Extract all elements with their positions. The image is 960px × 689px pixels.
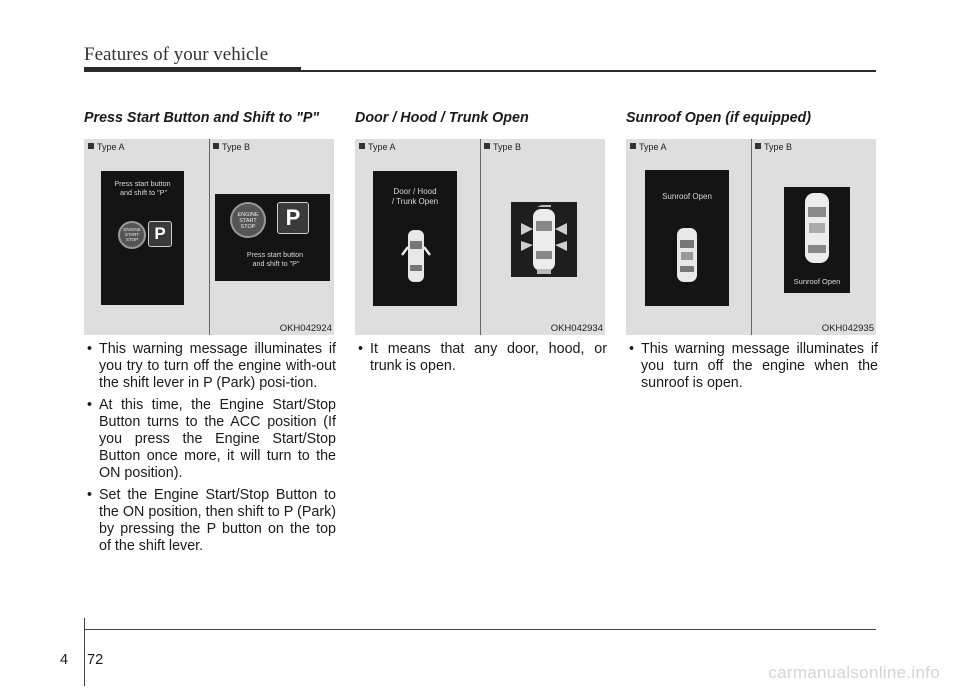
car-sunroof-icon (673, 226, 701, 284)
square-bullet-icon (88, 143, 94, 149)
screen-message: Sunroof Open (793, 277, 841, 286)
bullet-list-start-button (84, 341, 336, 560)
section-start-button (84, 110, 337, 132)
square-bullet-icon (755, 143, 761, 149)
type-b-label: Type B (213, 142, 250, 152)
square-bullet-icon (213, 143, 219, 149)
list-item: • Set the Engine Start/Stop Button to the ON position, then shift to P (Park) by pressing the P button on the top of the shift lever. (84, 487, 336, 555)
section-sunroof-open (626, 110, 879, 132)
section-title: Sunroof Open (if equipped) (626, 110, 812, 126)
page-number: 72 (87, 652, 104, 668)
page-header-title: Features of your vehicle (84, 44, 269, 65)
figure-divider (480, 139, 481, 335)
park-p-icon: P (277, 202, 309, 234)
type-b-label: Type B (755, 142, 792, 152)
type-a-label: Type A (359, 142, 396, 152)
type-b-label: Type B (484, 142, 521, 152)
figure-code: OKH042924 (279, 323, 332, 334)
car-doors-open-icon (401, 227, 431, 285)
list-item: • This warning message illuminates if you turn off the engine when the sunroof is open. (626, 341, 878, 392)
list-item: • This warning message illuminates if you try to turn off the engine with-out the shift lever in P (Park) posi-tion. (84, 341, 336, 392)
list-item: • At this time, the Engine Start/Stop Button turns to the ACC position (If you press the Engine Start/Stop Button once more, it will turn to the ON position). (84, 397, 336, 482)
park-p-icon: P (148, 221, 172, 247)
car-doors-open-icon (515, 205, 573, 275)
figure-door-open (355, 139, 605, 335)
cluster-screen-type-a (645, 170, 729, 306)
cluster-screen-type-b (511, 202, 577, 277)
footer-rule (84, 629, 876, 630)
engine-start-stop-icon: ENGINE START STOP (230, 202, 266, 238)
footer-divider (84, 618, 85, 686)
cluster-screen-type-b (784, 187, 850, 293)
screen-message: Door / Hood / Trunk Open (391, 187, 439, 206)
section-title: Press Start Button and Shift to "P" (84, 110, 320, 126)
figure-code: OKH042935 (821, 323, 874, 334)
type-a-label: Type A (88, 142, 125, 152)
engine-start-stop-icon: ENGINE START STOP (118, 221, 146, 249)
figure-divider (209, 139, 210, 335)
screen-message: Press start button and shift to "P" (246, 250, 304, 268)
figure-sunroof-open (626, 139, 876, 335)
list-item: • It means that any door, hood, or trunk is open. (355, 341, 607, 375)
square-bullet-icon (484, 143, 490, 149)
square-bullet-icon (359, 143, 365, 149)
chapter-number: 4 (60, 652, 69, 668)
section-title: Door / Hood / Trunk Open (355, 110, 529, 126)
header-rule (84, 70, 876, 72)
cluster-screen-type-b (215, 194, 330, 281)
car-sunroof-icon (801, 191, 833, 265)
cluster-screen-type-a (373, 171, 457, 306)
watermark: carmanualsonline.info (768, 663, 940, 682)
screen-message: Sunroof Open (662, 192, 712, 201)
figure-code: OKH042934 (550, 323, 603, 334)
type-a-label: Type A (630, 142, 667, 152)
bullet-list-door-open (355, 341, 607, 380)
figure-start-button (84, 139, 334, 335)
square-bullet-icon (630, 143, 636, 149)
section-door-open (355, 110, 608, 132)
cluster-screen-type-a (101, 171, 184, 305)
figure-divider (751, 139, 752, 335)
bullet-list-sunroof-open (626, 341, 878, 397)
screen-message: Press start button and shift to "P" (114, 179, 171, 197)
